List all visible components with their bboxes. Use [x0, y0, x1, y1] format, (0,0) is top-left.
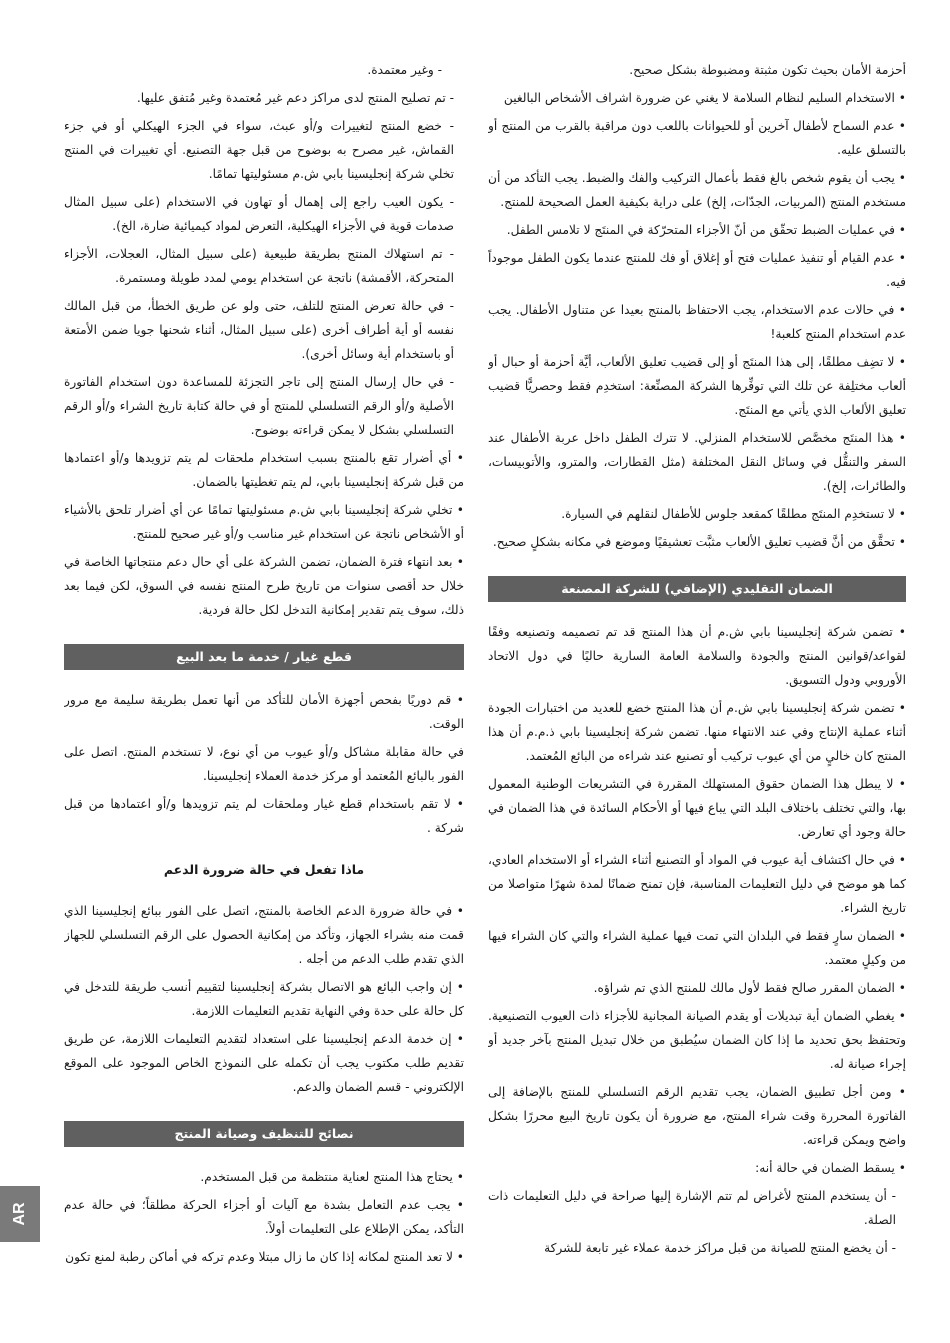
- lapse-item: - أن يخضع المنتج للصيانة من قبل مراكز خدمة عملاء غير تابعة للشركة: [488, 1236, 906, 1260]
- intro-continued: أحزمة الأمان بحيث تكون مثبتة ومضبوطة بشكل صحيح.: [629, 63, 906, 77]
- lapse-item: - في حال إرسال المنتج إلى تاجر التجزئة للمساعدة دون استخدام الفاتورة الأصلية و/أو الرقم التسلسلي للمنتج أو في حالة كتابة تاريخ الشراء و/أو الرقم التسلسلي بشكل لا يمكن قراءته بوضوح.: [64, 370, 464, 442]
- intro-item: • هذا المنتَج مخصَّص للاستخدام المنزلي. لا تترك الطفل داخل عربة الأطفال عند السفر والتنقُّل في وسائل النقل المختلفة (مثل القطارات، والمترو، والأتوبيسات، والطائرات، إلخ).: [488, 426, 906, 498]
- warranty-item: • لا يبطل هذا الضمان حقوق المستهلك المقررة في التشريعات الوطنية المعمول بها، والتي تختلف باختلاف البلد التي يباع فيها أو الأحكام السائدة في هذا الضمان في حالة وجود أي تعارض.: [488, 772, 906, 844]
- warranty-heading: الضمان التقليدي (الإضافي) للشركة المصنعة: [488, 576, 906, 602]
- warranty-item: • يسقط الضمان في حالة أنه:: [488, 1156, 906, 1180]
- intro-item: • لا تستخدِم المنتَج مطلقًا كمقعد جلوس للأطفال لنقلهم في السيارة.: [488, 502, 906, 526]
- intro-item: • في حالات عدم الاستخدام، يجب الاحتفاظ بالمنتج بعيدا عن متناول الأطفال. يجب عدم استخدام المنتج كلعبة!: [488, 298, 906, 346]
- spare-item: في حالة مقابلة مشاكل و/أو عيوب من أي نوع، لا تستخدم المنتج. اتصل على الفور بالبائع المُعتمد أو مركز خدمة العملاء إنجليسينا.: [64, 745, 464, 783]
- support-item: • إن واجب البائع هو الاتصال بشركة إنجليسينا لتقييم أنسب طريقة للتدخل في كل حالة على حدة وفي النهاية تقديم التعليمات اللازمة.: [64, 975, 464, 1023]
- left-column: [64, 58, 464, 1323]
- intro-item: • عدم القيام أو تنفيذ عمليات فتح أو إغلاق أو فك للمنتج عندما يكون الطفل موجوداً فيه.: [488, 246, 906, 294]
- intro-item: • تحقَّق من أنَّ قضيب تعليق الألعاب مثبَّت تعشيقيًا وموضع في مكانه بشكلٍ صحيح.: [488, 530, 906, 554]
- lapse-item: - خضع المنتج لتغييرات و/أو عبث، سواء في الجزء الهيكلي أو في جزء القماش، غير مصرح به بوضوح من قبل جهة التصنيع. أي تغييرات في المنتج تخلي شركة إنجليسينا بابي ش.م مسئوليتها تمامًا.: [64, 114, 464, 186]
- intro-item: • لا تضِف مطلقًا، إلى هذا المنتَج أو إلى قضيب تعليق الألعاب، أيَّة أحزمة أو حبال أو ألعاب مختلِفة عن تلك التي توفِّرها الشركة المصنِّعة: استخدِم فقط وحصريًّا قضيب تعليق الألعاب الذي يأتي مع المنتَج.: [488, 350, 906, 422]
- intro-item: • عدم السماح لأطفال آخرين أو للحيوانات باللعب دون مراقبة بالقرب من المنتج أو بالتسلق عليه.: [488, 114, 906, 162]
- intro-item: • الاستخدام السليم لنظام السلامة لا يغني عن ضرورة اشراف الأشخاص البالغين: [488, 86, 906, 110]
- language-tab: [0, 1186, 40, 1242]
- intro-item: • في عمليات الضبط تحقّق من أنّ الأجزاء المتحرّكة في المنتَج لا تلامس الطفل.: [488, 218, 906, 242]
- spare-item: • لا تقم باستخدام قطع غيار وملحقات لم يتم تزويدها و/أو اعتمادها من قبل شركة .: [64, 792, 464, 840]
- warranty-item: • تضمن شركة إنجليسينا بابي ش.م أن هذا المنتج خضع للعديد من اختبارات الجودة أثناء عملية الإنتاج وفي عند الانتهاء منها. تضمن شركة إنجليسينا بابي ذ.م.م أن هذا المنتج كان خاليٍ من أي عيوب تركيب أو تصنيع عند شراءه من البائع المُعتمد.: [488, 696, 906, 768]
- lapse-item: - يكون العيب راجع إلى إهمال أو تهاون في الاستخدام (على سبيل المثال صدمات قوية في الأجزاء الهيكلية، التعرض لمواد كيميائية ضارة، الخ).: [64, 190, 464, 238]
- spare-parts-heading: قطع غيار / خدمة ما بعد البيع: [64, 644, 464, 670]
- warranty-note: • تخلي شركة إنجليسينا بابي ش.م مسئوليتها تمامًا عن أي أضرار تلحق بالأشياء أو الأشخاص ناتجة عن استخدام غير مناسب و/أو غير صحيح للمنتج.: [64, 498, 464, 546]
- support-item: • إن خدمة الدعم إنجليسينا على استعداد لتقديم التعليمات اللازمة، عن طريق تقديم طلب مكتوب يجب أن تكمله على النموذج الخاص الموجود على الموقع الإلكتروني - قسم الضمان والدعم.: [64, 1027, 464, 1099]
- warranty-note: • بعد انتهاء فترة الضمان، تضمن الشركة على أي حال دعم منتجاتها الخاصة في خلال حد أقصى سنوات من تاريخ طرح المنتج نفسه في السوق، لكن فيما بعد ذلك، سوف يتم تقدير إمكانية التدخل لكل حالة فردية.: [64, 550, 464, 622]
- support-heading: ماذا تفعل في حالة ضرورة الدعم: [163, 862, 365, 877]
- right-column: [488, 58, 906, 1323]
- cleaning-heading: نصائح للتنظيف وصيانة المنتج: [64, 1121, 464, 1147]
- lapse-item: - تم استهلاك المنتج بطريقة طبيعية (على سبيل المثال، العجلات، الأجزاء المتحركة، الأقمشة) ناتجة عن استخدام يومي لمدد طويلة ومستمرة.: [64, 242, 464, 290]
- intro-item: • يجب أن يقوم شخص بالغ فقط بأعمال التركيب والفك والضبط. يجب التأكد من أن مستخدم المنتج (المربيات، الجدّات، إلخ) على دراية بكيفية العمل الصحيحة للمنتج.: [488, 166, 906, 214]
- warranty-item: • الضمان المقرر صالح فقط لأول مالك للمنتج الذي تم شراؤه.: [488, 976, 906, 1000]
- warranty-item: • الضمان سارٍ فقط في البلدان التي تمت فيها عملية الشراء والتي كان الشراء فيها من وكيلٍ معتمد.: [488, 924, 906, 972]
- warranty-item: • ومن أجل تطبيق الضمان، يجب تقديم الرقم التسلسلي للمنتج بالإضافة إلى الفاتورة المحررة وقت شراء المنتج، مع ضرورة أن يكون تاريخ البيع محررًا بشكل واضح ويمكن قراءته.: [488, 1080, 906, 1152]
- lapse-item: - في حالة تعرض المنتج للتلف، حتى ولو عن طريق الخطأ، من قبل المالك نفسه أو أية أطراف أخرى (على سبيل المثال، أثناء شحنها جويا ضمن الأمتعة أو باستخدام أية وسائل أخرى).: [64, 294, 464, 366]
- lapse-item: - تم تصليح المنتج لدى مراكز دعم غير مُعتمدة وغير مُتفق عليها.: [64, 86, 464, 110]
- warranty-item: • يغطي الضمان أية تبديلات أو يقدم الصيانة المجانية للأجزاء ذات العيوب التصنيعية. وتحتفظ بحق تحديد ما إذا كان الضمان سيُطبق من خلال تبديل المنتج بآخر جديد أو إجراء صيانة له.: [488, 1004, 906, 1076]
- warranty-item: • تضمن شركة إنجليسينا بابي ش.م أن هذا المنتج قد تم تصميمه وتصنيعه وفقًا لقواعد/قوانين المنتج والجودة والسلامة العامة السارية حاليًا في دول الاتحاد الأوروبي ودول التسويق.: [488, 620, 906, 692]
- cleaning-item: • يحتاج هذا المنتج لعناية منتظمة من قبل المستخدم.: [64, 1165, 464, 1189]
- cleaning-item: • لا تعد المنتج لمكانه إذا كان ما زال مبتلا وعدم تركه في أماكن رطبة لمنع تكون: [64, 1245, 464, 1269]
- cleaning-item: • يجب عدم التعامل بشدة مع آليات أو أجزاء الحركة مطلقاً؛ في حالة عدم التأكد، يمكن الإطلاع على التعليمات أولاً.: [64, 1193, 464, 1241]
- spare-item: • قم دوريًا بفحص أجهزة الأمان للتأكد من أنها تعمل بطريقة سليمة مع مرور الوقت.: [64, 688, 464, 736]
- language-tab-label: AR: [11, 1202, 28, 1226]
- warranty-item: • في حال اكتشاف أية عيوب في المواد أو التصنيع أثناء الشراء أو الاستخدام العادي، كما هو موضح في دليل التعليمات المناسبة، فإن تمنح ضمانًا لمدة شهرًا متواصلا من تاريخ الشراء.: [488, 848, 906, 920]
- lapse-item: - أن يستخدم المنتج لأغراض لم تتم الإشارة إليها صراحة في دليل التعليمات ذات الصلة.: [488, 1184, 906, 1232]
- lapse-continued: - وغير معتمدة.: [64, 58, 464, 82]
- support-item: • في حالة ضرورة الدعم الخاصة بالمنتج، اتصل على الفور ببائع إنجليسينا الذي قمت منه بشراء الجهاز، وتأكد من إمكانية الحصول على الرقم التسلسلي للجهاز الذي تقدم طلب الدعم من أجله .: [64, 899, 464, 971]
- warranty-note: • أي أضرار تقع بالمنتج بسبب استخدام ملحقات لم يتم تزويدها و/أو اعتمادها من قبل شركة إنجليسينا بابي، لم يتم تغطيتها بالضمان.: [64, 446, 464, 494]
